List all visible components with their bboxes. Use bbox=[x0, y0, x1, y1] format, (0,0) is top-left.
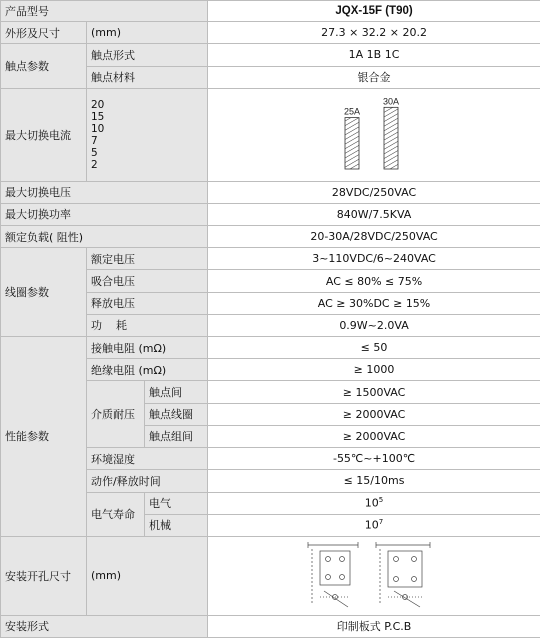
row-coil-rated bbox=[1, 248, 540, 270]
coil-release-value: AC ≥ 30%DC ≥ 15% bbox=[208, 292, 540, 314]
row-max-voltage bbox=[1, 181, 540, 203]
mounting-type-value: 印制板式 P.C.B bbox=[208, 615, 540, 637]
life-mechanical-exp: 7 bbox=[378, 518, 384, 527]
scale-tick: 5 bbox=[91, 146, 98, 159]
dielectric-contact-coil-label: 触点线圈 bbox=[145, 403, 208, 425]
rated-load-value: 20-30A/28VDC/250VAC bbox=[208, 226, 540, 248]
coil-pickup-value: AC ≤ 80% ≤ 75% bbox=[208, 270, 540, 292]
dimensions-value: 27.3 × 32.2 × 20.2 bbox=[208, 22, 540, 44]
coil-release-label: 释放电压 bbox=[87, 292, 208, 314]
life-electrical-exp: 5 bbox=[378, 496, 384, 505]
insulation-label: 绝缘电阻 (mΩ) bbox=[87, 359, 208, 381]
max-power-value: 840W/7.5KVA bbox=[208, 203, 540, 225]
max-voltage-value: 28VDC/250VAC bbox=[208, 181, 540, 203]
life-electrical-label: 电气 bbox=[145, 492, 208, 514]
mounting-hole-label: 安装开孔尺寸 bbox=[1, 536, 87, 615]
life-mechanical-base: 10 bbox=[364, 519, 379, 533]
dimensions-unit: (mm) bbox=[87, 22, 208, 44]
scale-tick: 10 bbox=[91, 122, 105, 135]
row-max-current bbox=[1, 88, 540, 181]
contact-form-label: 触点形式 bbox=[87, 44, 208, 66]
dielectric-groups-value: ≥ 2000VAC bbox=[208, 425, 540, 447]
current-chart bbox=[208, 89, 540, 177]
scale-tick: 15 bbox=[91, 110, 105, 123]
scale-tick: 20 bbox=[91, 98, 105, 111]
coil-rated-value: 3~110VDC/6~240VAC bbox=[208, 248, 540, 270]
mounting-hole-unit: (mm) bbox=[87, 536, 208, 615]
bar-label: 30A bbox=[383, 96, 400, 107]
row-mounting-type bbox=[1, 615, 540, 637]
rated-load-label: 额定负载( 阻性) bbox=[1, 226, 208, 248]
model-label: 产品型号 bbox=[1, 1, 208, 22]
life-mechanical-value bbox=[208, 514, 540, 536]
current-chart-cell bbox=[208, 88, 540, 181]
bar-30A bbox=[384, 108, 398, 170]
dielectric-groups-label: 触点组间 bbox=[145, 425, 208, 447]
row-rated-load bbox=[1, 226, 540, 248]
coil-power-value: 0.9W~2.0VA bbox=[208, 314, 540, 336]
mounting-type-label: 安装形式 bbox=[1, 615, 208, 637]
row-mounting-hole bbox=[1, 536, 540, 615]
operate-time-label: 动作/释放时间 bbox=[87, 470, 208, 492]
scale-tick: 2 bbox=[91, 158, 98, 171]
mounting-hole-drawing bbox=[208, 537, 540, 611]
max-power-label: 最大切换功率 bbox=[1, 203, 208, 225]
row-model bbox=[1, 1, 540, 22]
humidity-label: 环境湿度 bbox=[87, 448, 208, 470]
row-contact-resistance bbox=[1, 337, 540, 359]
row-contact-form bbox=[1, 44, 540, 66]
operate-time-value: ≤ 15/10ms bbox=[208, 470, 540, 492]
bar-25A bbox=[345, 118, 359, 169]
contact-material-label: 触点材料 bbox=[87, 66, 208, 88]
coil-power-label: 功耗 bbox=[87, 314, 208, 336]
insulation-value: ≥ 1000 bbox=[208, 359, 540, 381]
life-mechanical-label: 机械 bbox=[145, 514, 208, 536]
bar-label: 25A bbox=[344, 106, 361, 117]
dielectric-contacts-value: ≥ 1500VAC bbox=[208, 381, 540, 403]
dielectric-label: 介质耐压 bbox=[87, 381, 145, 448]
mounting-hole-drawing-cell bbox=[208, 536, 540, 615]
dielectric-contact-coil-value: ≥ 2000VAC bbox=[208, 403, 540, 425]
max-current-label: 最大切换电流 bbox=[1, 88, 87, 181]
humidity-value: -55℃~+100℃ bbox=[208, 448, 540, 470]
contact-resistance-value: ≤ 50 bbox=[208, 337, 540, 359]
scale-tick: 7 bbox=[91, 134, 98, 147]
performance-group-label: 性能参数 bbox=[1, 337, 87, 537]
life-label: 电气寿命 bbox=[87, 492, 145, 536]
current-scale bbox=[87, 88, 208, 181]
max-voltage-label: 最大切换电压 bbox=[1, 181, 208, 203]
contact-resistance-label: 接触电阻 (mΩ) bbox=[87, 337, 208, 359]
model-value: JQX-15F (T90) bbox=[208, 1, 540, 22]
row-dimensions bbox=[1, 22, 540, 44]
life-electrical-base: 10 bbox=[364, 496, 379, 510]
coil-group-label: 线圈参数 bbox=[1, 248, 87, 337]
contact-material-value: 银合金 bbox=[208, 66, 540, 88]
dimensions-label: 外形及尺寸 bbox=[1, 22, 87, 44]
dielectric-contacts-label: 触点间 bbox=[145, 381, 208, 403]
coil-rated-label: 额定电压 bbox=[87, 248, 208, 270]
coil-pickup-label: 吸合电压 bbox=[87, 270, 208, 292]
contact-group-label: 触点参数 bbox=[1, 44, 87, 88]
row-max-power bbox=[1, 203, 540, 225]
life-electrical-value bbox=[208, 492, 540, 514]
contact-form-value: 1A 1B 1C bbox=[208, 44, 540, 66]
